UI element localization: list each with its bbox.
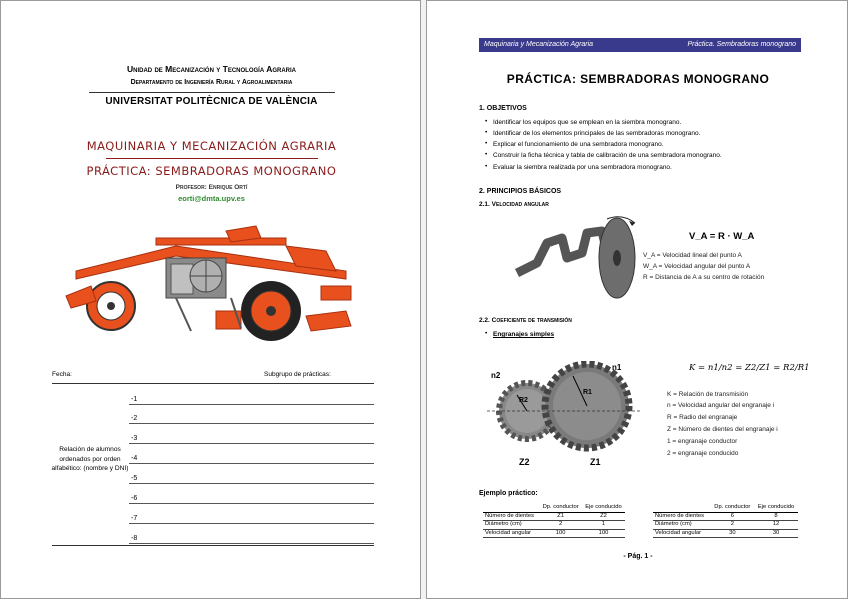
student-line-8[interactable]: -8 — [129, 532, 374, 544]
gears-illustration — [487, 361, 647, 471]
bullet-1: • — [485, 118, 488, 125]
date-label: Fecha: — [52, 371, 72, 378]
bullet-5: • — [485, 163, 488, 170]
subgroup-label: Subgrupo de prácticas: — [264, 371, 331, 378]
t2-r1c1: 2 — [711, 521, 755, 530]
professor-email[interactable]: eorti@dmta.upv.es — [178, 194, 245, 203]
k-legend-1: K = Relación de transmisión — [667, 391, 749, 398]
bullet-3: • — [485, 140, 488, 147]
t2-r2c2: 30 — [754, 529, 798, 538]
t2-r0c0: Número de dientes — [653, 512, 711, 521]
professor-name: Profesor: Enrique Ortí — [175, 184, 248, 191]
va-formula: V_A = R · W_A — [689, 231, 755, 242]
running-header-right: Práctica. Sembradoras monograno — [687, 41, 796, 48]
running-header — [479, 38, 801, 52]
student-line-4[interactable]: -4 — [129, 452, 374, 464]
running-header-left: Maquinaria y Mecanización Agraria — [484, 41, 594, 48]
t1-r0c1: Z1 — [539, 512, 582, 521]
bullet-4: • — [485, 151, 488, 158]
t1-r0c0: Número de dientes — [483, 512, 539, 521]
t1-h0 — [483, 504, 539, 512]
t1-r1c1: 2 — [539, 521, 582, 530]
t1-r1c0: Diámetro (cm) — [483, 521, 539, 530]
objective-4: Construir la ficha técnica y tabla de calibración de una sembradora monograno. — [493, 152, 722, 159]
t2-h2: Eje conducido — [754, 504, 798, 512]
example-table-1 — [483, 504, 625, 538]
t1-h1: Dp. conductor — [539, 504, 582, 512]
gear-r1-label: R1 — [583, 389, 592, 396]
student-line-7[interactable]: -7 — [129, 512, 374, 524]
header-divider — [89, 92, 335, 93]
example-heading: Ejemplo práctico: — [479, 490, 538, 497]
t2-h1: Dp. conductor — [711, 504, 755, 512]
student-line-5[interactable]: -5 — [129, 472, 374, 484]
objective-3: Explicar el funcionamiento de una sembradora monograno. — [493, 141, 664, 148]
t1-r1c2: 1 — [582, 521, 625, 530]
practice-title: PRÁCTICA: SEMBRADORAS MONOGRANO — [86, 164, 337, 178]
t2-r2c0: Velocidad angular — [653, 529, 711, 538]
gears-item: Engranajes simples — [493, 331, 555, 338]
university-header: UNIVERSITAT POLITÈCNICA DE VALÈNCIA — [105, 96, 318, 107]
t2-r1c0: Diámetro (cm) — [653, 521, 711, 530]
content-page — [426, 0, 848, 599]
title-divider — [106, 158, 318, 159]
gear-n1-label: n1 — [612, 363, 622, 372]
bottom-divider — [52, 545, 374, 546]
va-legend-2: W_A = Velocidad angular del punto A — [643, 263, 751, 270]
objective-1: Identificar los equipos que se emplean en la siembra monograno. — [493, 119, 682, 126]
t1-h2: Eje conducido — [582, 504, 625, 512]
student-line-6[interactable]: -6 — [129, 492, 374, 504]
k-legend-2: n = Velocidad angular del engranaje i — [667, 402, 775, 409]
students-caption: Relación de alumnos ordenados por orden alfabético: (nombre y DNI) — [51, 446, 129, 472]
department-header: Departamento de Ingeniería Rural y Agroalimentaria — [130, 79, 293, 86]
course-title: MAQUINARIA Y MECANIZACIÓN AGRARIA — [86, 139, 337, 153]
gear-n2-label: n2 — [491, 371, 501, 380]
angular-velocity-heading: 2.1. Velocidad angular — [479, 201, 549, 208]
t2-h0 — [653, 504, 711, 512]
va-legend-1: V_A = Velocidad lineal del punto A — [643, 252, 742, 259]
crank-disc-illustration — [507, 213, 647, 303]
gears-bullet: • — [485, 330, 488, 337]
student-line-3[interactable]: -3 — [129, 432, 374, 444]
k-legend-3: R = Radio del engranaje — [667, 414, 738, 421]
t2-r1c2: 12 — [754, 521, 798, 530]
section-objectives-heading: 1. OBJETIVOS — [479, 105, 527, 112]
t1-r2c2: 100 — [582, 529, 625, 538]
t2-r0c2: 8 — [754, 512, 798, 521]
t1-r0c2: Z2 — [582, 512, 625, 521]
t1-r2c0: Velocidad angular — [483, 529, 539, 538]
k-formula: K = n1/n2 = Z2/Z1 = R2/R1 — [689, 363, 810, 373]
page-title: PRÁCTICA: SEMBRADORAS MONOGRANO — [506, 72, 770, 86]
example-table-2 — [653, 504, 798, 538]
section-principles-heading: 2. PRINCIPIOS BÁSICOS — [479, 188, 562, 195]
k-legend-6: 2 = engranaje conducido — [667, 450, 739, 457]
gear-r2-label: R2 — [519, 397, 528, 404]
seeder-machine-illustration — [56, 216, 366, 351]
t1-r2c1: 100 — [539, 529, 582, 538]
date-divider — [52, 383, 374, 384]
page-number: - Pág. 1 - — [623, 553, 653, 560]
gear-z2-label: Z2 — [519, 457, 530, 467]
unit-header: Unidad de Mecanización y Tecnología Agraria — [126, 64, 297, 74]
cover-page — [0, 0, 421, 599]
student-line-2[interactable]: -2 — [129, 412, 374, 424]
objective-5: Evaluar la siembra realizada por una sembradora monograno. — [493, 164, 672, 171]
objective-2: Identificar de los elementos principales de las sembradoras monograno. — [493, 130, 701, 137]
t2-r2c1: 30 — [711, 529, 755, 538]
bullet-2: • — [485, 129, 488, 136]
student-line-1[interactable]: -1 — [129, 393, 374, 405]
t2-r0c1: 6 — [711, 512, 755, 521]
va-legend-3: R = Distancia de A a su centro de rotación — [643, 274, 765, 281]
transmission-heading: 2.2. Coeficiente de transmisión — [479, 317, 572, 324]
k-legend-5: 1 = engranaje conductor — [667, 438, 738, 445]
k-legend-4: Z = Número de dientes del engranaje i — [667, 426, 778, 433]
gear-z1-label: Z1 — [590, 457, 601, 467]
